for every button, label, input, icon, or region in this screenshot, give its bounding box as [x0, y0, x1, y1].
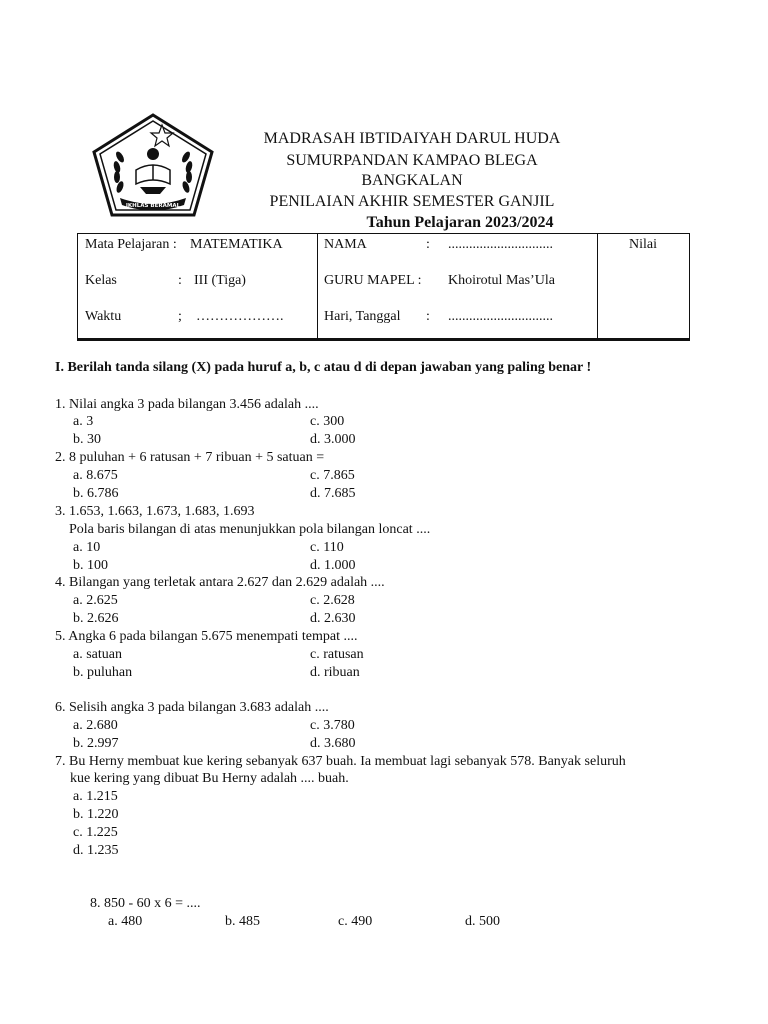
option-c[interactable]: c. 110: [310, 540, 344, 555]
question-text: 1. Nilai angka 3 pada bilangan 3.456 adalah ....: [55, 397, 319, 412]
option-d[interactable]: d. 3.000: [310, 432, 356, 447]
time-value: ……………….: [196, 309, 284, 324]
option-b[interactable]: b. 2.626: [73, 611, 119, 626]
question-text: 7. Bu Herny membuat kue kering sebanyak 637 buah. Ia membuat lagi sebanyak 578. Banyak seluruh: [55, 754, 626, 769]
option-a[interactable]: a. 2.680: [73, 718, 118, 733]
date-separator: :: [426, 309, 430, 324]
madrasah-logo: [90, 112, 216, 218]
question-text: 6. Selisih angka 3 pada bilangan 3.683 adalah ....: [55, 700, 329, 715]
option-a[interactable]: a. 1.215: [73, 789, 118, 804]
option-c[interactable]: c. 490: [338, 914, 373, 929]
option-a[interactable]: a. 8.675: [73, 468, 118, 483]
option-b[interactable]: b. 2.997: [73, 736, 119, 751]
question-text-continued: Pola baris bilangan di atas menunjukkan pola bilangan loncat ....: [69, 522, 431, 537]
option-d[interactable]: d. 500: [465, 914, 500, 929]
subject-value: MATEMATIKA: [190, 237, 283, 252]
option-b[interactable]: b. puluhan: [73, 665, 133, 680]
option-d[interactable]: d. ribuan: [310, 665, 360, 680]
teacher-value: Khoirotul Mas’Ula: [448, 273, 555, 288]
option-c[interactable]: c. 300: [310, 414, 345, 429]
academic-year: Tahun Pelajaran 2023/2024: [366, 214, 554, 231]
score-label: Nilai: [629, 237, 657, 252]
option-c[interactable]: c. ratusan: [310, 647, 364, 662]
option-a[interactable]: a. satuan: [73, 647, 122, 662]
option-d[interactable]: d. 1.000: [310, 558, 356, 573]
student-info-table: [77, 233, 690, 339]
question-text: 2. 8 puluhan + 6 ratusan + 7 ribuan + 5 satuan =: [55, 450, 325, 465]
option-c[interactable]: c. 7.865: [310, 468, 355, 483]
school-address: SUMURPANDAN KAMPAO BLEGA: [286, 152, 538, 169]
teacher-label: GURU MAPEL :: [324, 273, 422, 288]
class-separator: :: [178, 273, 182, 288]
date-field[interactable]: ..............................: [448, 309, 553, 324]
option-a[interactable]: a. 3: [73, 414, 94, 429]
option-a[interactable]: a. 2.625: [73, 593, 118, 608]
option-d[interactable]: d. 7.685: [310, 486, 356, 501]
class-label: Kelas: [85, 273, 117, 288]
school-name: MADRASAH IBTIDAIYAH DARUL HUDA: [263, 130, 561, 147]
name-separator: :: [426, 237, 430, 252]
name-field[interactable]: ..............................: [448, 237, 553, 252]
question-text: 3. 1.653, 1.663, 1.673, 1.683, 1.693: [55, 504, 255, 519]
logo-motto: IKHLAS BERAMAL: [125, 203, 181, 209]
question-text: 8. 850 - 60 x 6 = ....: [90, 896, 201, 911]
option-a[interactable]: a. 10: [73, 540, 101, 555]
option-b[interactable]: b. 485: [225, 914, 260, 929]
exam-title: PENILAIAN AKHIR SEMESTER GANJIL: [269, 193, 555, 210]
question-text: 5. Angka 6 pada bilangan 5.675 menempati tempat ....: [55, 629, 358, 644]
time-separator: ;: [178, 309, 182, 324]
option-c[interactable]: c. 3.780: [310, 718, 355, 733]
section-instruction: I. Berilah tanda silang (X) pada huruf a, b, c atau d di depan jawaban yang paling benar !: [55, 360, 592, 375]
option-b[interactable]: b. 1.220: [73, 807, 119, 822]
question-text: 4. Bilangan yang terletak antara 2.627 dan 2.629 adalah ....: [55, 575, 385, 590]
option-c[interactable]: c. 2.628: [310, 593, 355, 608]
option-b[interactable]: b. 100: [73, 558, 108, 573]
option-b[interactable]: b. 6.786: [73, 486, 119, 501]
option-b[interactable]: b. 30: [73, 432, 101, 447]
question-text-continued: kue kering yang dibuat Bu Herny adalah .... buah.: [70, 771, 349, 786]
school-region: BANGKALAN: [361, 172, 463, 189]
time-label: Waktu: [85, 309, 122, 324]
option-a[interactable]: a. 480: [108, 914, 143, 929]
option-c[interactable]: c. 1.225: [73, 825, 118, 840]
name-label: NAMA: [324, 237, 367, 252]
option-d[interactable]: d. 3.680: [310, 736, 356, 751]
date-label: Hari, Tanggal: [324, 309, 401, 324]
option-d[interactable]: d. 1.235: [73, 843, 119, 858]
subject-label: Mata Pelajaran :: [85, 237, 177, 252]
option-d[interactable]: d. 2.630: [310, 611, 356, 626]
class-value: III (Tiga): [194, 273, 246, 288]
